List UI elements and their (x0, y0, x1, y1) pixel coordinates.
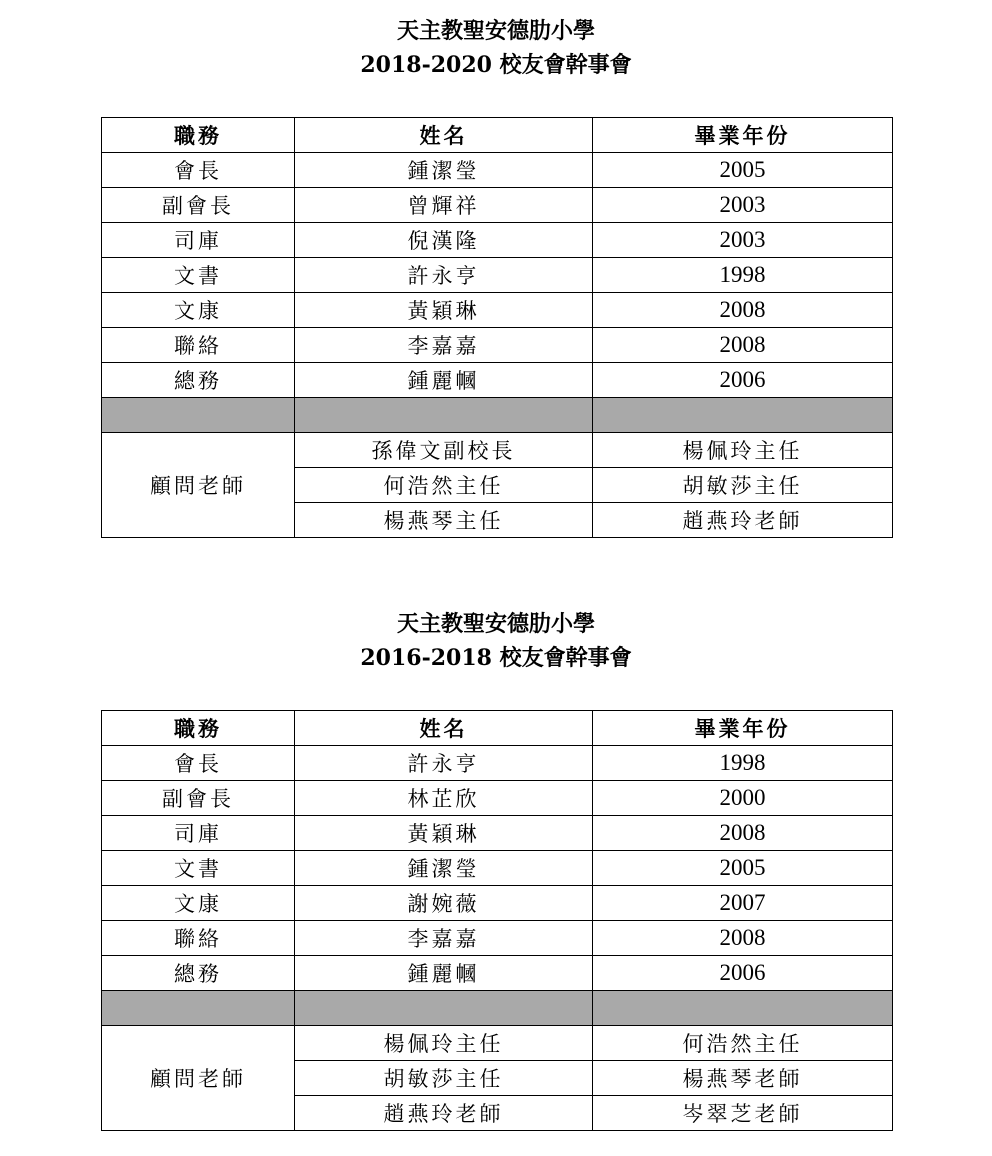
advisor-cell: 何浩然主任 (295, 468, 593, 503)
board-term-title: 2018-2020 校友會幹事會 (360, 52, 632, 78)
school-name: 天主教聖安德肋小學 (396, 18, 595, 44)
grad-year-cell: 2007 (593, 886, 893, 921)
name-cell: 謝婉薇 (295, 886, 593, 921)
advisor-row (102, 433, 893, 468)
table-row (102, 293, 893, 328)
advisor-cell: 楊佩玲主任 (295, 1026, 593, 1061)
grad-year-cell: 2008 (593, 293, 893, 328)
table-row (102, 223, 893, 258)
position-cell: 文康 (102, 886, 295, 921)
table-row (102, 921, 893, 956)
name-cell: 許永亨 (295, 258, 593, 293)
advisor-row (102, 1026, 893, 1061)
header-grad-year: 畢業年份 (593, 711, 893, 746)
grad-year-cell: 2003 (593, 188, 893, 223)
position-cell: 文書 (102, 258, 295, 293)
grad-year-cell: 2006 (593, 956, 893, 991)
advisor-cell: 孫偉文副校長 (295, 433, 593, 468)
advisor-cell: 胡敏莎主任 (295, 1061, 593, 1096)
header-grad-year: 畢業年份 (593, 118, 893, 153)
board-term-title: 2016-2018 校友會幹事會 (360, 645, 632, 671)
position-cell: 文康 (102, 293, 295, 328)
advisor-cell: 胡敏莎主任 (593, 468, 893, 503)
header-name: 姓名 (295, 711, 593, 746)
name-cell: 鍾潔瑩 (295, 851, 593, 886)
separator-row (102, 398, 893, 433)
position-cell: 會長 (102, 153, 295, 188)
grad-year-cell: 2003 (593, 223, 893, 258)
header-position: 職務 (102, 711, 295, 746)
table-row (102, 746, 893, 781)
table-row (102, 258, 893, 293)
table-row (102, 153, 893, 188)
name-cell: 倪漢隆 (295, 223, 593, 258)
advisor-cell: 趙燕玲老師 (295, 1096, 593, 1131)
grad-year-cell: 2005 (593, 851, 893, 886)
advisor-cell: 趙燕玲老師 (593, 503, 893, 538)
grad-year-cell: 2008 (593, 921, 893, 956)
advisor-cell: 楊燕琴主任 (295, 503, 593, 538)
advisors-label: 顧問老師 (102, 1026, 295, 1131)
position-cell: 會長 (102, 746, 295, 781)
name-cell: 李嘉嘉 (295, 328, 593, 363)
name-cell: 鍾潔瑩 (295, 153, 593, 188)
grad-year-cell: 2005 (593, 153, 893, 188)
table-row (102, 956, 893, 991)
position-cell: 司庫 (102, 816, 295, 851)
position-cell: 司庫 (102, 223, 295, 258)
advisor-cell: 岑翠芝老師 (593, 1096, 893, 1131)
position-cell: 總務 (102, 363, 295, 398)
table-row (102, 851, 893, 886)
grad-year-cell: 1998 (593, 746, 893, 781)
position-cell: 副會長 (102, 781, 295, 816)
table-header-row (102, 711, 893, 746)
school-name: 天主教聖安德肋小學 (396, 611, 595, 637)
advisor-cell: 楊燕琴老師 (593, 1061, 893, 1096)
position-cell: 副會長 (102, 188, 295, 223)
grad-year-cell: 2008 (593, 328, 893, 363)
name-cell: 林芷欣 (295, 781, 593, 816)
grad-year-cell: 1998 (593, 258, 893, 293)
position-cell: 總務 (102, 956, 295, 991)
header-name: 姓名 (295, 118, 593, 153)
grad-year-cell: 2008 (593, 816, 893, 851)
table-row (102, 816, 893, 851)
position-cell: 聯絡 (102, 328, 295, 363)
table-row (102, 188, 893, 223)
committee-table (101, 117, 893, 538)
grad-year-cell: 2000 (593, 781, 893, 816)
name-cell: 許永亨 (295, 746, 593, 781)
table-row (102, 886, 893, 921)
advisor-cell: 何浩然主任 (593, 1026, 893, 1061)
name-cell: 黃穎琳 (295, 816, 593, 851)
name-cell: 黃穎琳 (295, 293, 593, 328)
name-cell: 曾輝祥 (295, 188, 593, 223)
committee-table (101, 710, 893, 1131)
name-cell: 鍾麗幗 (295, 363, 593, 398)
position-cell: 文書 (102, 851, 295, 886)
table-header-row (102, 118, 893, 153)
name-cell: 鍾麗幗 (295, 956, 593, 991)
grad-year-cell: 2006 (593, 363, 893, 398)
advisors-label: 顧問老師 (102, 433, 295, 538)
header-position: 職務 (102, 118, 295, 153)
name-cell: 李嘉嘉 (295, 921, 593, 956)
table-row (102, 781, 893, 816)
table-row (102, 328, 893, 363)
separator-row (102, 991, 893, 1026)
position-cell: 聯絡 (102, 921, 295, 956)
advisor-cell: 楊佩玲主任 (593, 433, 893, 468)
table-row (102, 363, 893, 398)
